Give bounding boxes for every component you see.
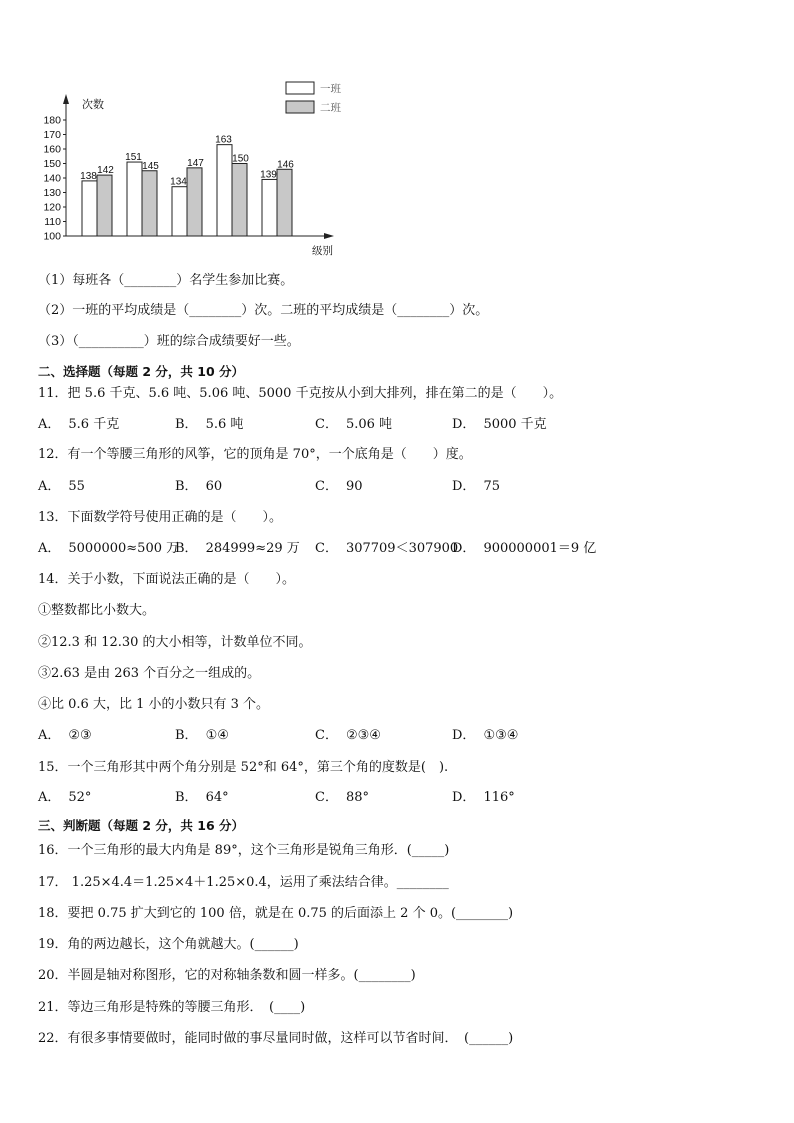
option-value: 55 [68, 479, 85, 494]
option-d [452, 416, 547, 434]
option-key: A． [38, 417, 61, 432]
legend-swatch-1 [286, 82, 314, 94]
option-key: A． [38, 479, 61, 494]
option-d [452, 478, 500, 496]
x-axis-label: 级别 [312, 245, 333, 257]
option-a [38, 727, 92, 745]
question-13: 13．下面数学符号使用正确的是（ ）。 [38, 510, 283, 525]
y-tick-label: 110 [44, 216, 61, 228]
bar-value-label: 142 [97, 165, 114, 177]
question-18: 18．要把 0.75 扩大到它的 100 倍，就是在 0.75 的后面添上 2 个 0。(________) [38, 906, 514, 921]
legend-label-2: 二班 [320, 102, 341, 114]
bar-2-5 [277, 169, 292, 236]
option-value: 284999≈29 万 [205, 541, 300, 556]
option-value: 88° [345, 790, 369, 805]
bar-1-3 [172, 187, 187, 236]
option-key: D． [452, 417, 476, 432]
y-axis-label: 次数 [82, 98, 104, 111]
bar-2-4 [232, 164, 247, 237]
bar-1-2 [127, 162, 142, 236]
y-tick-label: 130 [43, 187, 61, 199]
section-2-heading: 二、选择题（每题 2 分，共 10 分） [38, 364, 245, 379]
question-14-statement-2: ②12.3 和 12.30 的大小相等，计数单位不同。 [38, 635, 312, 650]
option-value: 64° [205, 790, 229, 805]
option-c [315, 416, 392, 434]
bar-chart [36, 78, 356, 258]
option-value: 5000000≈500 万 [68, 541, 180, 556]
question-14-statement-4: ④比 0.6 大，比 1 小的小数只有 3 个。 [38, 697, 270, 712]
option-key: D． [452, 790, 476, 805]
option-value: 75 [483, 479, 500, 494]
section-3-heading: 三、判断题（每题 2 分，共 16 分） [38, 818, 245, 833]
option-b [175, 789, 229, 807]
question-16: 16．一个三角形的最大内角是 89°，这个三角形是锐角三角形．(_____) [38, 843, 450, 858]
option-key: C． [315, 790, 338, 805]
option-value: ②③ [68, 728, 92, 743]
y-tick-label: 120 [43, 201, 61, 214]
option-key: C． [315, 728, 338, 743]
option-value: 60 [205, 479, 223, 494]
bar-value-label: 145 [142, 160, 159, 172]
y-axis-arrow [63, 94, 69, 104]
option-b [175, 416, 243, 434]
question-21: 21．等边三角形是特殊的等腰三角形． (____) [38, 1000, 306, 1015]
option-key: B． [175, 417, 198, 432]
question-10-3: （3）（__________）班的综合成绩要好一些。 [38, 334, 300, 349]
option-value: 90 [345, 479, 363, 494]
y-tick-label: 170 [43, 129, 61, 141]
option-value: ①③④ [483, 728, 519, 743]
option-key: B． [175, 479, 198, 494]
option-key: D． [452, 541, 476, 556]
option-b [175, 727, 229, 745]
option-a [38, 540, 179, 558]
question-10-2: （2）一班的平均成绩是（________）次。二班的平均成绩是（________）次。 [38, 303, 489, 318]
option-key: C． [315, 541, 338, 556]
bar-value-label: 163 [215, 134, 232, 146]
bar-value-label: 138 [80, 170, 97, 182]
bar-2-1 [97, 175, 112, 236]
option-value: ②③④ [345, 728, 381, 743]
option-key: D． [452, 479, 476, 494]
bar-1-1 [82, 181, 97, 236]
option-value: ①④ [205, 728, 229, 743]
question-11: 11．把 5.6 千克、5.6 吨、5.06 吨、5000 千克按从小到大排列，排在第二的是（ ）。 [38, 386, 563, 401]
option-c [315, 540, 458, 558]
option-value: 5.06 吨 [345, 417, 393, 432]
bar-value-label: 139 [260, 169, 277, 181]
option-key: A． [38, 728, 61, 743]
question-17: 17． 1.25×4.4＝1.25×4＋1.25×0.4，运用了乘法结合律。________ [38, 875, 449, 890]
question-15: 15．一个三角形其中两个角分别是 52°和 64°，第三个角的度数是( ). [38, 760, 449, 775]
question-14: 14．关于小数，下面说法正确的是（ ）。 [38, 572, 296, 587]
option-key: B． [175, 541, 198, 556]
option-value: 307709＜307900 [345, 541, 459, 556]
option-key: D． [452, 728, 476, 743]
bar-1-5 [262, 179, 277, 236]
option-c [315, 789, 369, 807]
question-22: 22．有很多事情要做时，能同时做的事尽量同时做，这样可以节省时间． (______) [38, 1031, 514, 1046]
option-a [38, 789, 91, 807]
option-b [175, 540, 300, 558]
option-b [175, 478, 222, 496]
question-14-statement-3: ③2.63 是由 263 个百分之一组成的。 [38, 666, 261, 681]
bar-value-label: 147 [187, 157, 204, 169]
question-19: 19．角的两边越长，这个角就越大。(______) [38, 937, 299, 952]
x-axis-arrow [324, 233, 334, 239]
option-d [452, 727, 518, 745]
bar-2-3 [187, 168, 202, 236]
option-value: 5.6 千克 [68, 417, 120, 432]
y-tick-label: 160 [43, 143, 61, 156]
option-value: 5000 千克 [483, 417, 547, 432]
question-10-1: （1）每班各（________）名学生参加比赛。 [38, 273, 294, 288]
y-tick-label: 150 [43, 158, 61, 170]
bar-value-label: 146 [277, 159, 294, 171]
bar-value-label: 134 [170, 176, 187, 188]
option-a [38, 416, 119, 434]
bar-value-label: 150 [232, 153, 249, 165]
y-tick-label: 180 [43, 114, 61, 127]
option-d [452, 540, 596, 558]
option-value: 900000001＝9 亿 [483, 541, 597, 556]
option-value: 52° [68, 790, 92, 805]
legend-swatch-2 [286, 101, 314, 113]
option-key: C． [315, 479, 338, 494]
option-key: B． [175, 790, 198, 805]
option-value: 116° [483, 790, 515, 805]
option-a [38, 478, 85, 496]
question-14-statement-1: ①整数都比小数大。 [38, 603, 156, 618]
question-12: 12．有一个等腰三角形的风筝，它的顶角是 70°，一个底角是（ ）度。 [38, 447, 472, 462]
option-value: 5.6 吨 [205, 417, 244, 432]
legend-label-1: 一班 [320, 83, 341, 95]
question-20: 20．半圆是轴对称图形，它的对称轴条数和圆一样多。(________) [38, 968, 416, 983]
option-c [315, 478, 363, 496]
option-key: A． [38, 790, 61, 805]
bar-1-4 [217, 145, 232, 236]
bar-value-label: 151 [125, 152, 142, 164]
option-d [452, 789, 515, 807]
option-key: A． [38, 541, 61, 556]
y-tick-label: 100 [43, 230, 61, 243]
y-tick-label: 140 [43, 172, 61, 185]
option-c [315, 727, 381, 745]
option-key: B． [175, 728, 198, 743]
option-key: C． [315, 417, 338, 432]
bar-2-2 [142, 171, 157, 236]
